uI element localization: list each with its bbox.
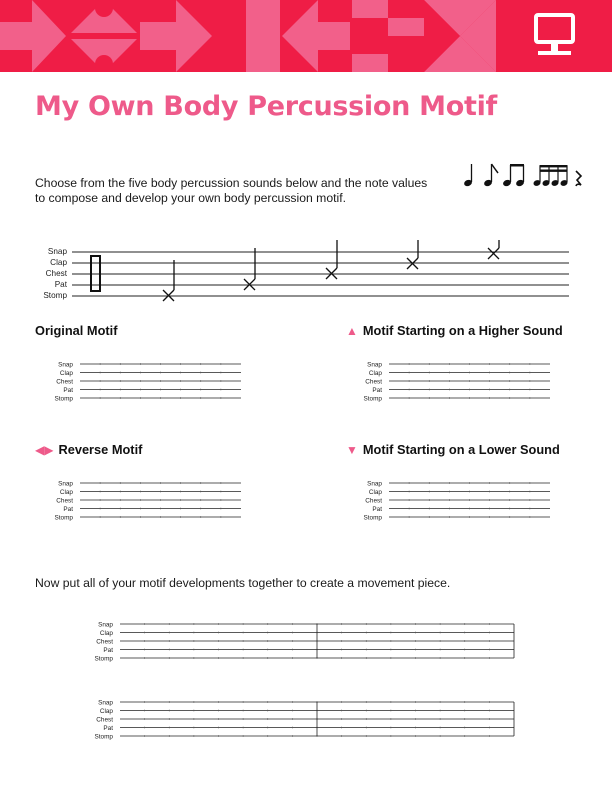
staff-label: Chest	[56, 378, 73, 386]
header-banner	[0, 0, 612, 72]
staff-label: Clap	[50, 258, 67, 267]
staff-label: Clap	[368, 488, 382, 496]
triangle-up-icon: ▲	[346, 324, 358, 338]
staff-label: Chest	[96, 638, 113, 646]
percussion-clef-icon	[91, 256, 100, 291]
staff-label: Chest	[365, 497, 382, 505]
staff-label: Clap	[99, 707, 113, 715]
x-note-clap	[407, 240, 418, 269]
x-note-snap	[488, 240, 499, 259]
staff-label: Chest	[45, 269, 67, 278]
intro-line-2: to compose and develop your own body percussion motif.	[35, 191, 346, 205]
beamed-eighth-notes-icon	[502, 164, 525, 187]
outro-text: Now put all of your motif developments together to create a movement piece.	[35, 576, 451, 590]
staff-label: Clap	[368, 369, 382, 377]
bar-shape	[246, 0, 280, 72]
staff-label: Snap	[367, 480, 382, 488]
staff-label: Chest	[365, 378, 382, 386]
page-title: My Own Body Percussion Motif	[35, 91, 497, 122]
staff-label: Snap	[98, 699, 113, 707]
eighth-note-icon	[483, 164, 498, 187]
staff-label: Pat	[103, 646, 113, 654]
staff-label: Clap	[99, 629, 113, 637]
staff-label: Chest	[96, 716, 113, 724]
staff-label: Pat	[63, 505, 73, 513]
staff-label: Snap	[47, 247, 67, 256]
original-motif-staff	[40, 359, 250, 405]
movement-piece-staff-2	[90, 697, 520, 743]
triangle-down-icon: ▼	[346, 443, 358, 457]
intro-line-1: Choose from the five body percussion sounds below and the note values	[35, 176, 428, 190]
left-right-arrows-icon: ◀▶	[35, 443, 54, 457]
staff-label: Snap	[58, 361, 73, 369]
higher-motif-staff	[349, 359, 559, 405]
note-values	[462, 160, 586, 190]
x-note-stomp	[163, 260, 174, 301]
reverse-motif-staff	[40, 478, 250, 524]
staff-label: Snap	[98, 621, 113, 629]
lower-motif-heading: ▼ Motif Starting on a Lower Sound	[346, 442, 560, 457]
staff-label: Stomp	[363, 395, 382, 403]
movement-piece-staff-1	[90, 619, 520, 665]
staff-label: Clap	[59, 369, 73, 377]
intro-text	[35, 176, 475, 206]
x-note-chest	[326, 240, 337, 279]
x-note-pat	[244, 248, 255, 290]
staff-label: Stomp	[94, 733, 113, 741]
quarter-rest-icon	[576, 171, 581, 186]
quarter-note-icon	[463, 164, 473, 187]
staff-label: Snap	[367, 361, 382, 369]
example-staff	[0, 240, 612, 305]
lower-motif-staff	[349, 478, 559, 524]
staff-label: Pat	[372, 386, 382, 394]
staff-label: Stomp	[363, 514, 382, 522]
staff-label: Stomp	[54, 395, 73, 403]
staff-label: Stomp	[94, 655, 113, 663]
staff-label: Pat	[372, 505, 382, 513]
staff-label: Stomp	[54, 514, 73, 522]
higher-motif-heading: ▲ Motif Starting on a Higher Sound	[346, 323, 563, 338]
staff-label: Snap	[58, 480, 73, 488]
staff-label: Stomp	[43, 291, 67, 300]
staff-label: Pat	[103, 724, 113, 732]
original-motif-heading: Original Motif	[35, 323, 118, 338]
staff-label: Clap	[59, 488, 73, 496]
staff-label: Pat	[63, 386, 73, 394]
staff-label: Pat	[54, 280, 67, 289]
beamed-sixteenth-notes-icon	[533, 165, 569, 187]
reverse-motif-heading: ◀▶ Reverse Motif	[35, 442, 143, 457]
staff-label: Chest	[56, 497, 73, 505]
